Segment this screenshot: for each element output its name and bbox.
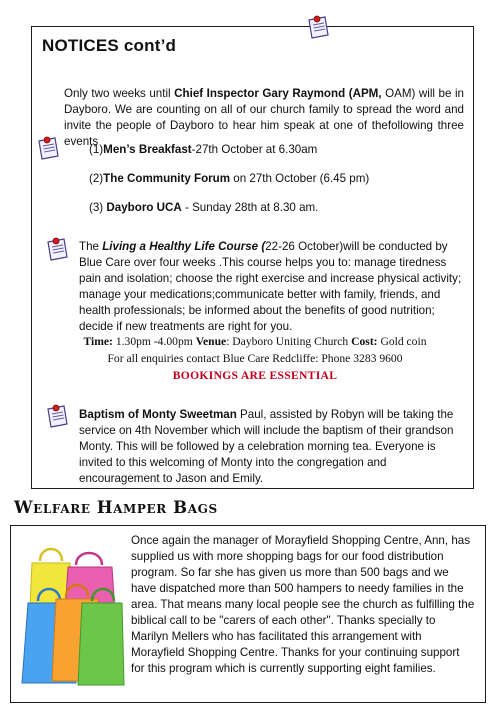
course-name: Living a Healthy Life Course ( <box>102 240 266 253</box>
speaker-paragraph: Only two weeks until Chief Inspector Gary Raymond (APM, OAM) will be in Dayboro. We are counting on all of our church family to spread the word and invite the people of Dayboro to hear him speak at one of thefollowing three events <box>64 87 464 148</box>
welfare-paragraph: Once again the manager of Morayfield Shopping Centre, Ann, has supplied us with more shopping bags for our food distribution program. So far she has given us more than 500 bags and we have dispatched more than 500 hampers to needy families in the area. That means many local people see the church as fulfilling the biblical call to be "carers of each other". Thanks specially to Marilyn Mellers who has facilitated this arrangement with Morayfield Shopping Centre. Thanks for your continuing support for this program which is currently supporting eight families. <box>131 534 475 675</box>
bookings-notice: BOOKINGS ARE ESSENTIAL <box>172 369 338 382</box>
memo-pin-icon <box>35 135 61 161</box>
shopping-bags-illustration <box>18 541 126 691</box>
event-item: (1)Men’s Breakfast-27th October at 6.30am <box>89 143 318 156</box>
memo-pin-icon <box>305 14 331 40</box>
baptism-title: Baptism of Monty Sweetman <box>79 408 237 421</box>
memo-pin-icon <box>44 236 70 262</box>
event-item: (2)The Community Forum on 27th October (6.45 pm) <box>89 172 370 185</box>
baptism-paragraph: Baptism of Monty Sweetman Paul, assisted by Robyn will be taking the service on 4th November which will include the baptism of their grandson Monty. This will be followed by a celebration morning tea. Everyone is invited to this welcoming of Monty into the congregation and encouragement to Jason and Emily. <box>79 408 454 485</box>
event-item: (3) Dayboro UCA - Sunday 28th at 8.30 am. <box>89 201 319 214</box>
memo-pin-icon <box>44 403 70 429</box>
course-details: Time: 1.30pm -4.00pm Venue: Dayboro Uniting Church Cost: Gold coin <box>83 335 427 348</box>
notices-title: NOTICES cont’d <box>42 36 177 55</box>
welfare-title: Welfare Hamper Bags <box>14 498 218 517</box>
speaker-name: Chief Inspector Gary Raymond (APM, <box>174 87 382 100</box>
enquiries-line: For all enquiries contact Blue Care Redcliffe: Phone 3283 9600 <box>107 352 403 365</box>
healthy-life-paragraph: The Living a Healthy Life Course (22-26 October)will be conducted by Blue Care over four weeks .This course helps you to: manage tiredness pain and isolation; choose the right exercise and increase physical activity; manage your medications;communicate better with family, friends, and health professionals; be informed about the benefits of good nutrition; decide if new treatments are right for you. <box>79 240 462 333</box>
